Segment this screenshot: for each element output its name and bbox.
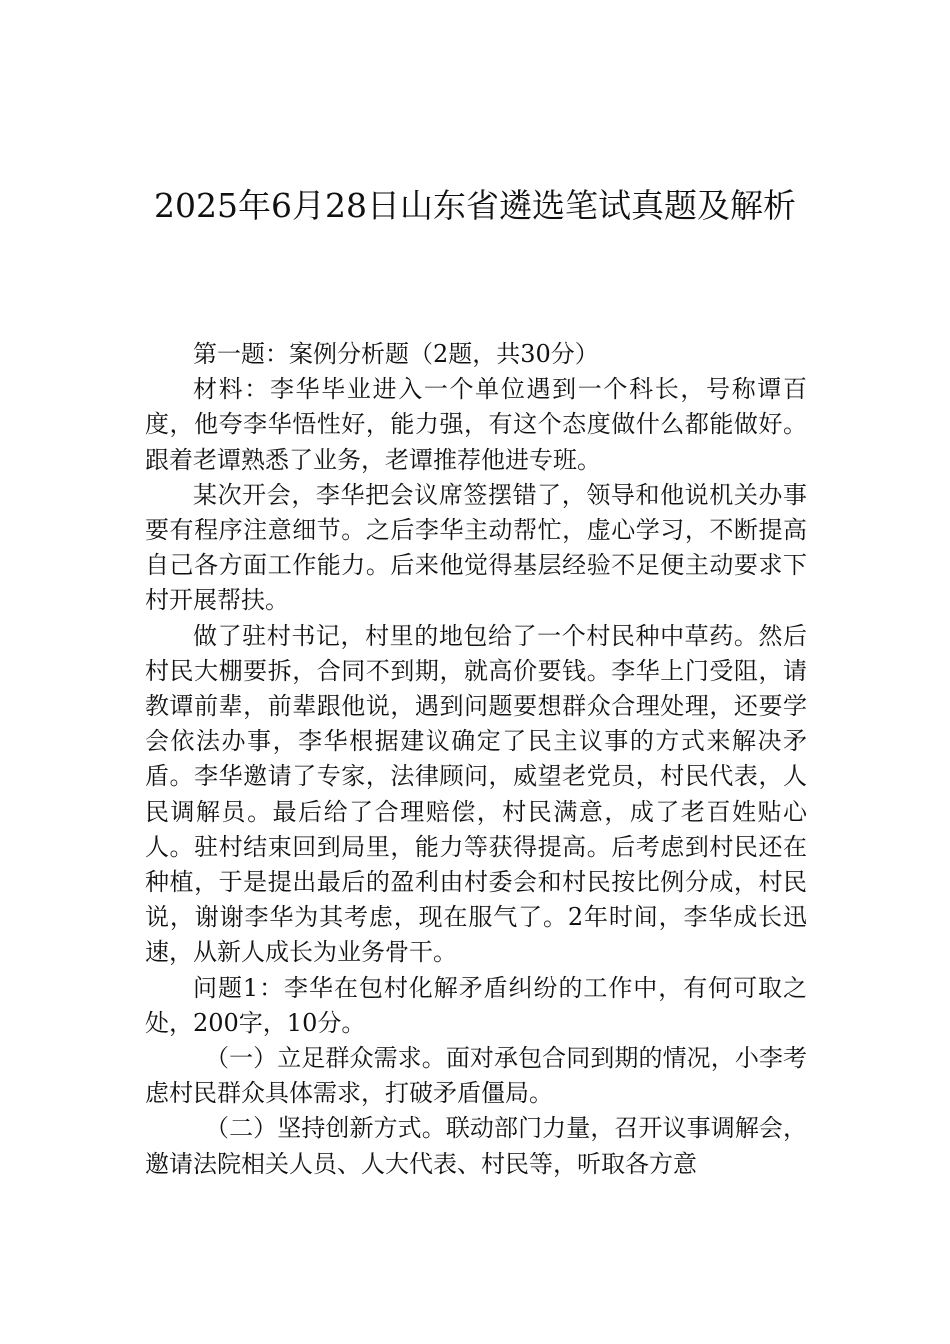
document-body [145,337,807,1182]
material-paragraph: 材料：李华毕业进入一个单位遇到一个科长，号称谭百度，他夸李华悟性好，能力强，有这个态度做什么都能做好。跟着老谭熟悉了业务，老谭推荐他进专班。 [145,375,807,474]
material-paragraph: 某次开会，李华把会议席签摆错了，领导和他说机关办事要有程序注意细节。之后李华主动帮忙，虚心学习，不断提高自己各方面工作能力。后来他觉得基层经验不足便主动要求下村开展帮扶。 [145,480,807,615]
question-paragraph: 问题1：李华在包村化解矛盾纠纷的工作中，有何可取之处，200字，10分。 [145,973,807,1037]
answer-point: （二）坚持创新方式。联动部门力量，召开议事调解会，邀请法院相关人员、人大代表、村民等，听取各方意 [145,1114,807,1178]
section-heading: 第一题：案例分析题（2题，共30分） [193,340,599,368]
answer-point: （一）立足群众需求。面对承包合同到期的情况，小李考虑村民群众具体需求，打破矛盾僵局。 [145,1044,807,1108]
document-title: 2025年6月28日山东省遴选笔试真题及解析 [154,186,796,225]
material-paragraph: 做了驻村书记，村里的地包给了一个村民种中草药。然后村民大棚要拆，合同不到期，就高价要钱。李华上门受阻，请教谭前辈，前辈跟他说，遇到问题要想群众合理处理，还要学会依法办事，李华根据建议确定了民主议事的方式来解决矛盾。李华邀请了专家，法律顾问，威望老党员，村民代表，人民调解员。最后给了合理赔偿，村民满意，成了老百姓贴心人。驻村结束回到局里，能力等获得提高。后考虑到村民还在种植，于是提出最后的盈利由村委会和村民按比例分成，村民说，谢谢李华为其考虑，现在服气了。2年时间，李华成长迅速，从新人成长为业务骨干。 [145,621,807,967]
